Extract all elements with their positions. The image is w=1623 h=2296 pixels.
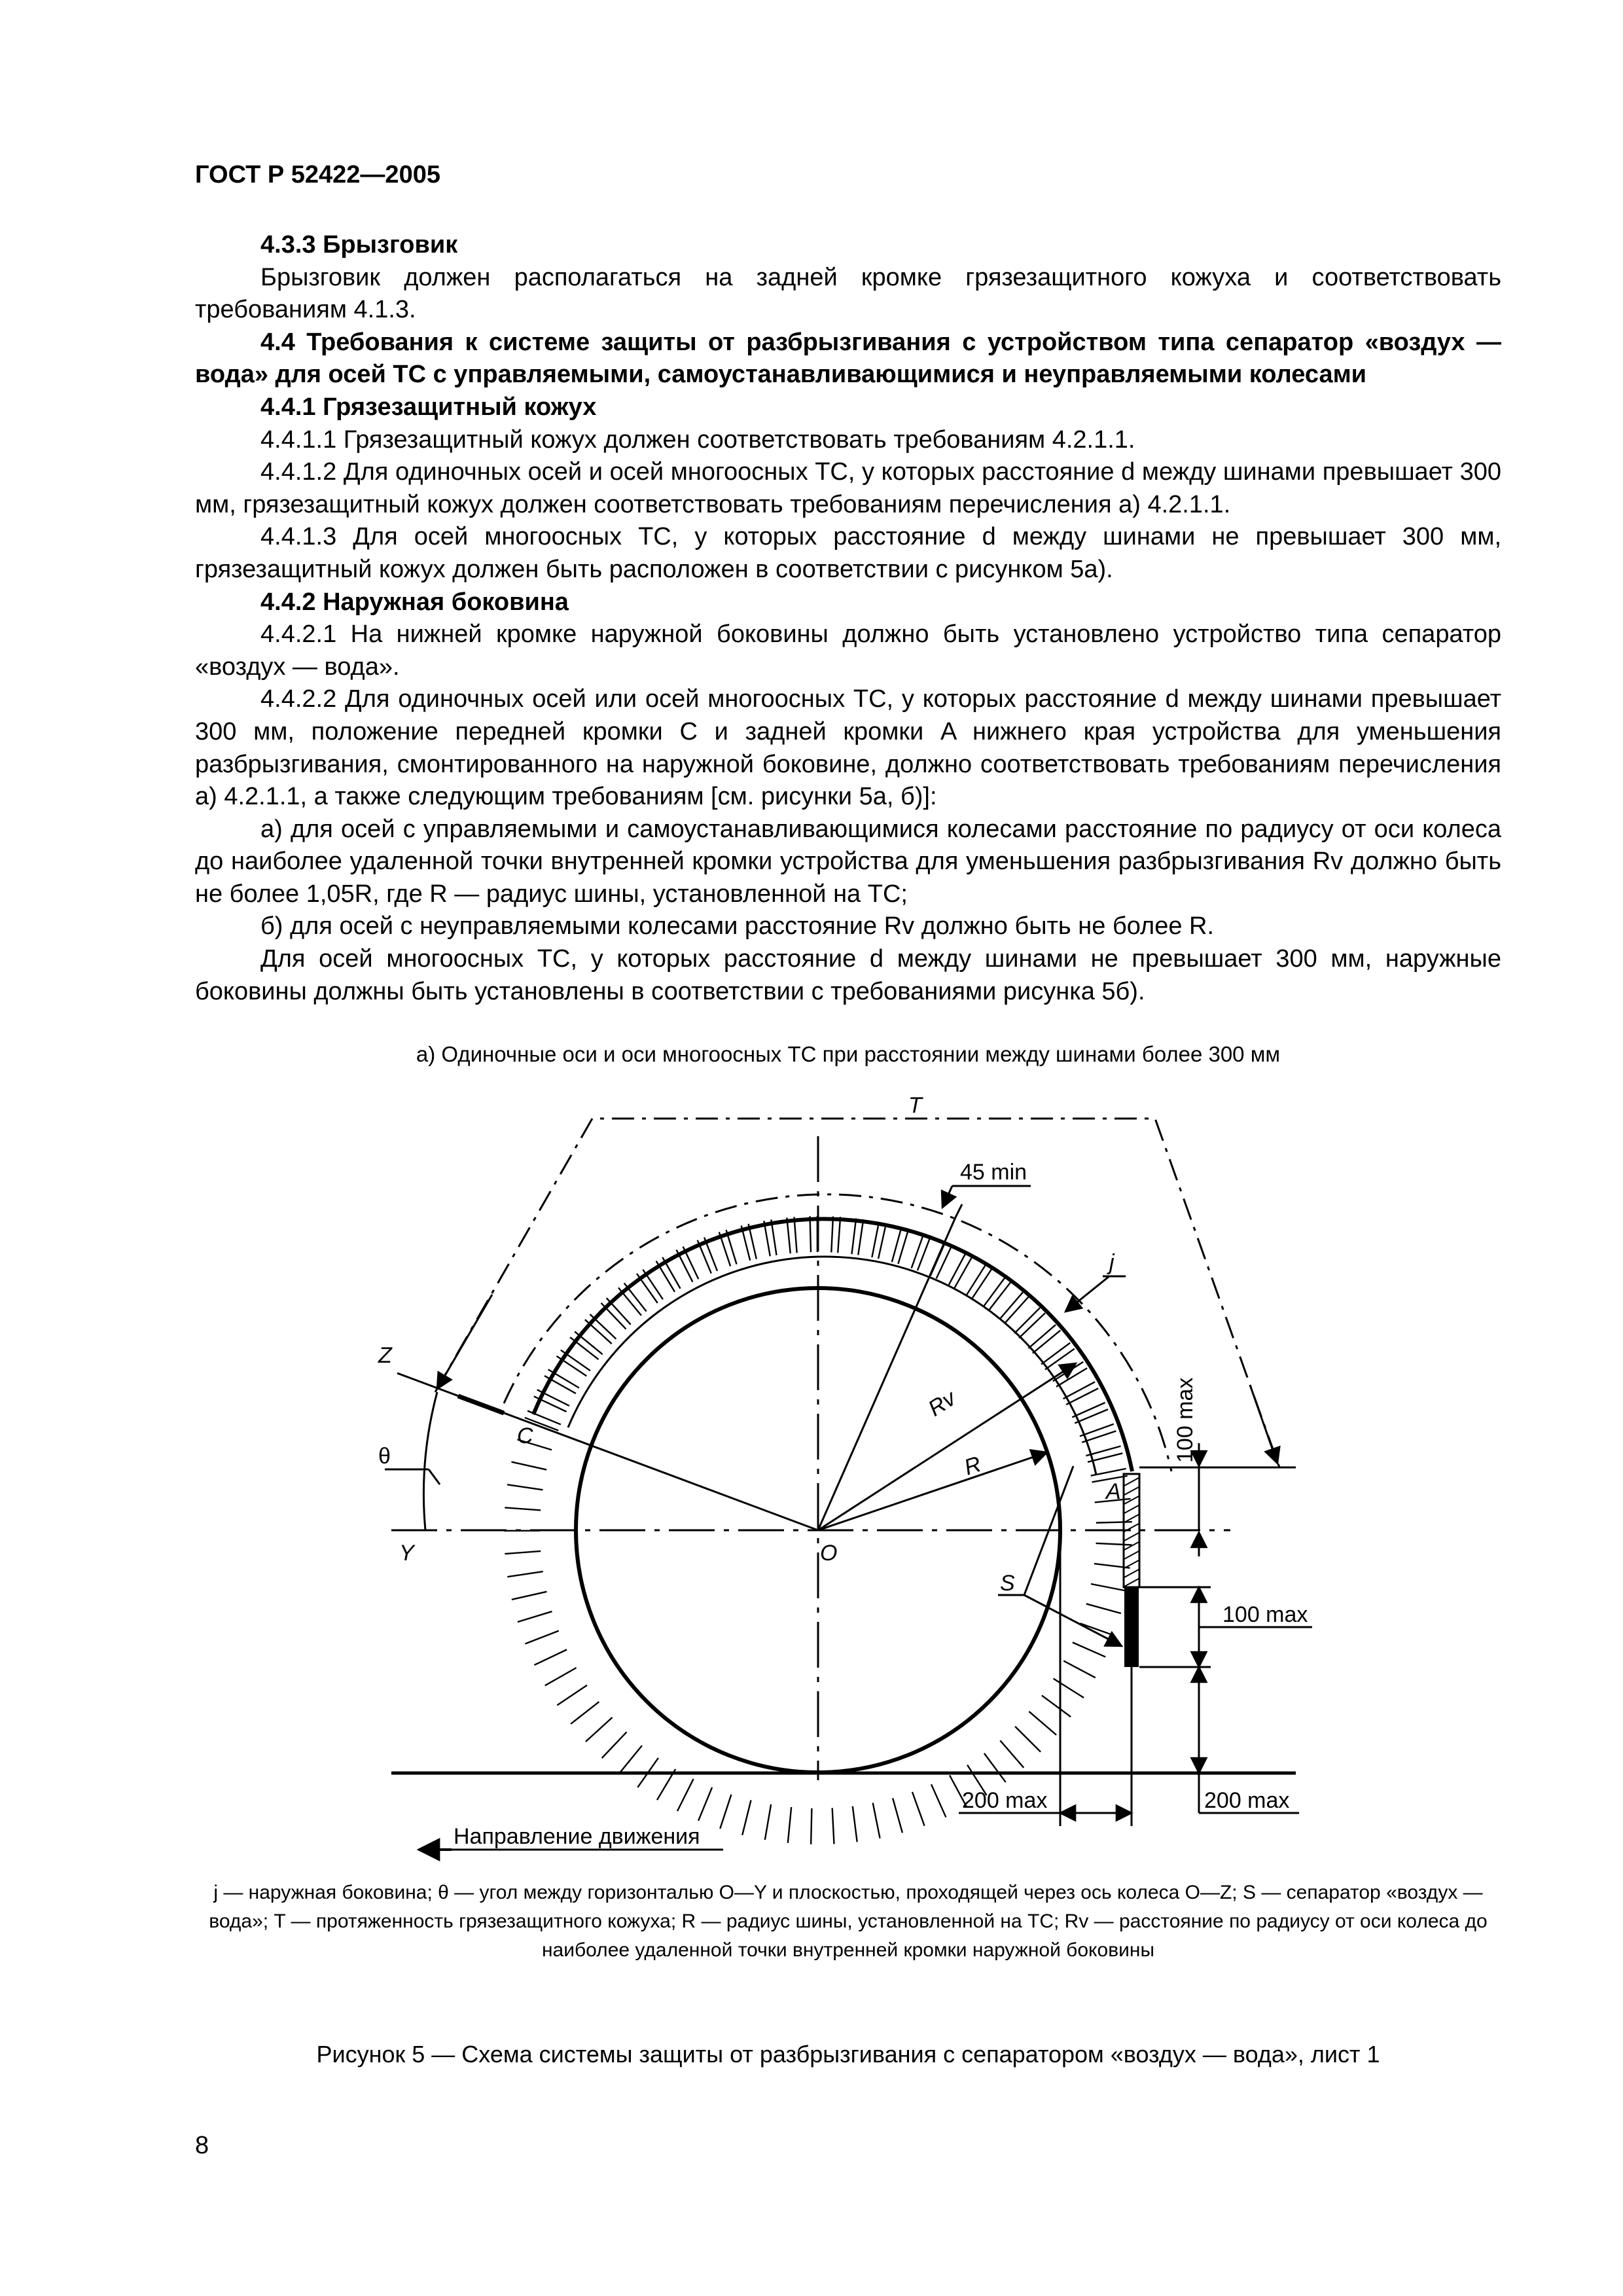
hatch-line [557, 1685, 587, 1706]
hatch-line [972, 1268, 991, 1299]
label-j: j [1109, 1250, 1115, 1275]
hatch-line [1063, 1661, 1096, 1678]
hatch-line [811, 1808, 812, 1844]
hatch-line [788, 1807, 791, 1843]
hatch-line [571, 1702, 599, 1724]
panel-hatch-line [1124, 1487, 1139, 1495]
hatch-line [586, 1717, 613, 1742]
hatch-line [851, 1219, 856, 1255]
hatch-line [507, 1484, 543, 1490]
hatch-line [1053, 1362, 1083, 1381]
hatch-line [720, 1795, 731, 1829]
radius-r-line [818, 1452, 1047, 1530]
outer-side-panel-arc [504, 1194, 1171, 1471]
hatch-line [955, 1257, 972, 1288]
page-header: ГОСТ Р 52422—2005 [195, 161, 440, 188]
hatch-line [525, 1631, 558, 1644]
hatch-line [507, 1571, 543, 1577]
hatch-line [1000, 1740, 1024, 1768]
label-theta: θ [378, 1444, 391, 1469]
figure-caption: Рисунок 5 — Схема системы защиты от разбрызгивания с сепаратором «воздух — вода», лист 1 [316, 2041, 1380, 2068]
paragraph: 4.4.1.2 Для одиночных осей и осей многоосных ТС, у которых расстояние d между шинами превышает 300 мм, грязезащитный кожух должен соответствовать требованиям перечисления а) 4.2.1.1. [195, 458, 1501, 518]
label-T: T [908, 1093, 922, 1118]
hatch-line [912, 1792, 925, 1826]
hatch-line [984, 1753, 1006, 1782]
panel-hatch-line [1124, 1570, 1139, 1577]
hatch-line [838, 1217, 840, 1253]
label-Rv: Rv [923, 1386, 961, 1422]
hatch-line [918, 1237, 931, 1270]
separator-leader [1024, 1595, 1122, 1646]
paragraph: Брызговик должен располагаться на задней кромке грязезащитного кожуха и соответствовать требованиям 4.1.3. [195, 263, 1501, 324]
hatch-line [1042, 1695, 1071, 1717]
label-100max-mid: 100 max [1222, 1602, 1308, 1627]
label-Z: Z [378, 1343, 392, 1368]
hatch-line [545, 1668, 577, 1685]
radius-45min-ext [955, 1204, 962, 1217]
hatch-line [698, 1787, 712, 1821]
hatch-line [1066, 1388, 1098, 1405]
hatch-line [949, 1253, 966, 1285]
hatch-line [619, 1746, 642, 1774]
paragraph: б) для осей с неуправляемыми колесами расстояние Rv должно быть не более R. [260, 912, 1215, 941]
paragraph: 4.3.3 Брызговик [260, 231, 458, 259]
paragraph: 4.4.1.3 Для осей многоосных ТС, у которых расстояние d между шинами не превышает 300 мм, грязезащитный кожух должен быть расположен в соответствии с рисунком 5а). [195, 523, 1501, 583]
hatch-line [878, 1223, 886, 1259]
hatch-line [1054, 1679, 1084, 1698]
paragraph: а) для осей с управляемыми и самоустанавливающимися колесами расстояние по радиусу от оси колеса до наиболее удаленной точки внутренней кромки устройства для уменьшения разбрызгивания Rv должно быть не более 1,05R, где R — радиус шины, установленной на ТС; [195, 815, 1501, 908]
page-number: 8 [195, 2132, 209, 2159]
hatch-line [602, 1732, 627, 1758]
panel-hatch-line [1124, 1496, 1139, 1504]
hatch-line [505, 1551, 541, 1554]
label-Y: Y [399, 1541, 414, 1566]
paragraph: 4.4.1 Грязезащитный кожух [260, 393, 597, 421]
hatch-line [873, 1803, 880, 1839]
hatch-line [534, 1649, 567, 1665]
hatch-line [858, 1219, 863, 1255]
hatch-line [1091, 1584, 1126, 1591]
panel-hatch-line [1124, 1542, 1139, 1550]
hatch-line [518, 1611, 552, 1622]
panel-hatch-line [1124, 1579, 1139, 1587]
extent-arrow-left [437, 1295, 492, 1389]
hatch-line [853, 1806, 857, 1842]
hatch-line [512, 1592, 547, 1600]
theta-angle-arc [423, 1392, 437, 1530]
panel-hatch-line [1124, 1551, 1139, 1559]
hatch-line [742, 1800, 751, 1835]
side-panel-hatch [1124, 1478, 1139, 1587]
hatch-line [893, 1798, 902, 1833]
paragraph: 4.4.2.1 На нижней кромке наружной боковины должно быть установлено устройство типа сепаратор «воздух — вода». [195, 620, 1501, 681]
panel-hatch-line [1124, 1478, 1139, 1486]
hatch-line [765, 1804, 771, 1840]
hatch-line [1029, 1712, 1056, 1735]
hatch-line [1075, 1409, 1108, 1423]
hatch-line [1015, 1727, 1041, 1752]
theta-leader-tick [429, 1469, 440, 1484]
label-C: C [517, 1424, 533, 1448]
hatch-line [967, 1265, 986, 1295]
label-100max-top: 100 max [1173, 1377, 1198, 1463]
hatch-line [936, 1246, 952, 1279]
label-R: R [961, 1451, 984, 1480]
panel-hatch-line [1124, 1560, 1139, 1568]
hatch-line [912, 1234, 923, 1268]
hatch-line [1096, 1543, 1132, 1545]
hatch-line [1086, 1604, 1121, 1613]
hatch-line [677, 1779, 694, 1811]
air-water-separator [1124, 1587, 1139, 1667]
hatch-line [1056, 1368, 1087, 1386]
paragraph: 4.4.2.2 Для одиночных осей или осей многоосных ТС, у которых расстояние d между шинами превышает 300 мм, положение передней кромки C и задней кромки A нижнего края устройства для уменьшения разбрызгивания, смонтированного на наружной боковине, должно соответствовать требованиям перечисления а) 4.2.1.1, а также следующим требованиям [см. рисунки 5а, б)]: [195, 685, 1501, 811]
label-S: S [1000, 1571, 1015, 1596]
paragraph: 4.4.2 Наружная боковина [260, 588, 569, 616]
panel-hatch-line [1124, 1533, 1139, 1541]
hatch-line [505, 1507, 541, 1510]
hatch-line [511, 1462, 546, 1470]
panel-hatch-line [1124, 1524, 1139, 1532]
label-45min: 45 min [960, 1160, 1027, 1185]
panel-hatch-line [1124, 1505, 1139, 1513]
hatch-line [831, 1217, 833, 1253]
hatch-line [1072, 1403, 1105, 1417]
paragraph: 4.4 Требования к системе защиты от разбрызгивания с устройством типа сепаратор «воздух — вода» для осей ТС с управляемыми, самоустанавливающимися и неуправляемыми колесами [195, 328, 1501, 389]
label-direction: Направление движения [454, 1824, 700, 1849]
label-200max-left: 200 max [962, 1788, 1048, 1813]
hatch-line [810, 1216, 811, 1252]
hatch-line [872, 1222, 879, 1257]
paragraph: Для осей многоосных ТС, у которых расстояние d между шинами не превышает 300 мм, наружные боковины должны быть установлены в соответствии с требованиями рисунка 5б). [195, 945, 1501, 1005]
label-200max-right: 200 max [1204, 1788, 1290, 1813]
min45-leader [942, 1186, 952, 1208]
hatch-line [1073, 1642, 1105, 1657]
hatch-line [931, 1784, 946, 1817]
label-O: O [820, 1541, 838, 1566]
figure-subtitle: а) Одиночные оси и оси многоосных ТС при расстоянии между шинами более 300 мм [416, 1042, 1281, 1066]
paragraph: 4.4.1.1 Грязезащитный кожух должен соответствовать требованиям 4.2.1.1. [260, 425, 1135, 454]
axis-oz-thick [458, 1396, 504, 1413]
hatch-line [1063, 1382, 1095, 1399]
hatch-line [794, 1217, 796, 1253]
hatch-line [832, 1808, 834, 1844]
label-A: A [1106, 1479, 1121, 1504]
extent-arrow-right [1250, 1385, 1277, 1463]
figure-legend: j — наружная боковина; θ — угол между горизонталью O—Y и плоскостью, проходящей через ось колеса O—Z; S — сепаратор «воздух — вода»; T — протяженность грязезащитного кожуха; R — радиус шины, установленной на ТС; Rv — расстояние по радиусу от оси колеса до наиболее удаленной точки внутренней кромки наружной боковины [209, 1882, 1488, 1961]
